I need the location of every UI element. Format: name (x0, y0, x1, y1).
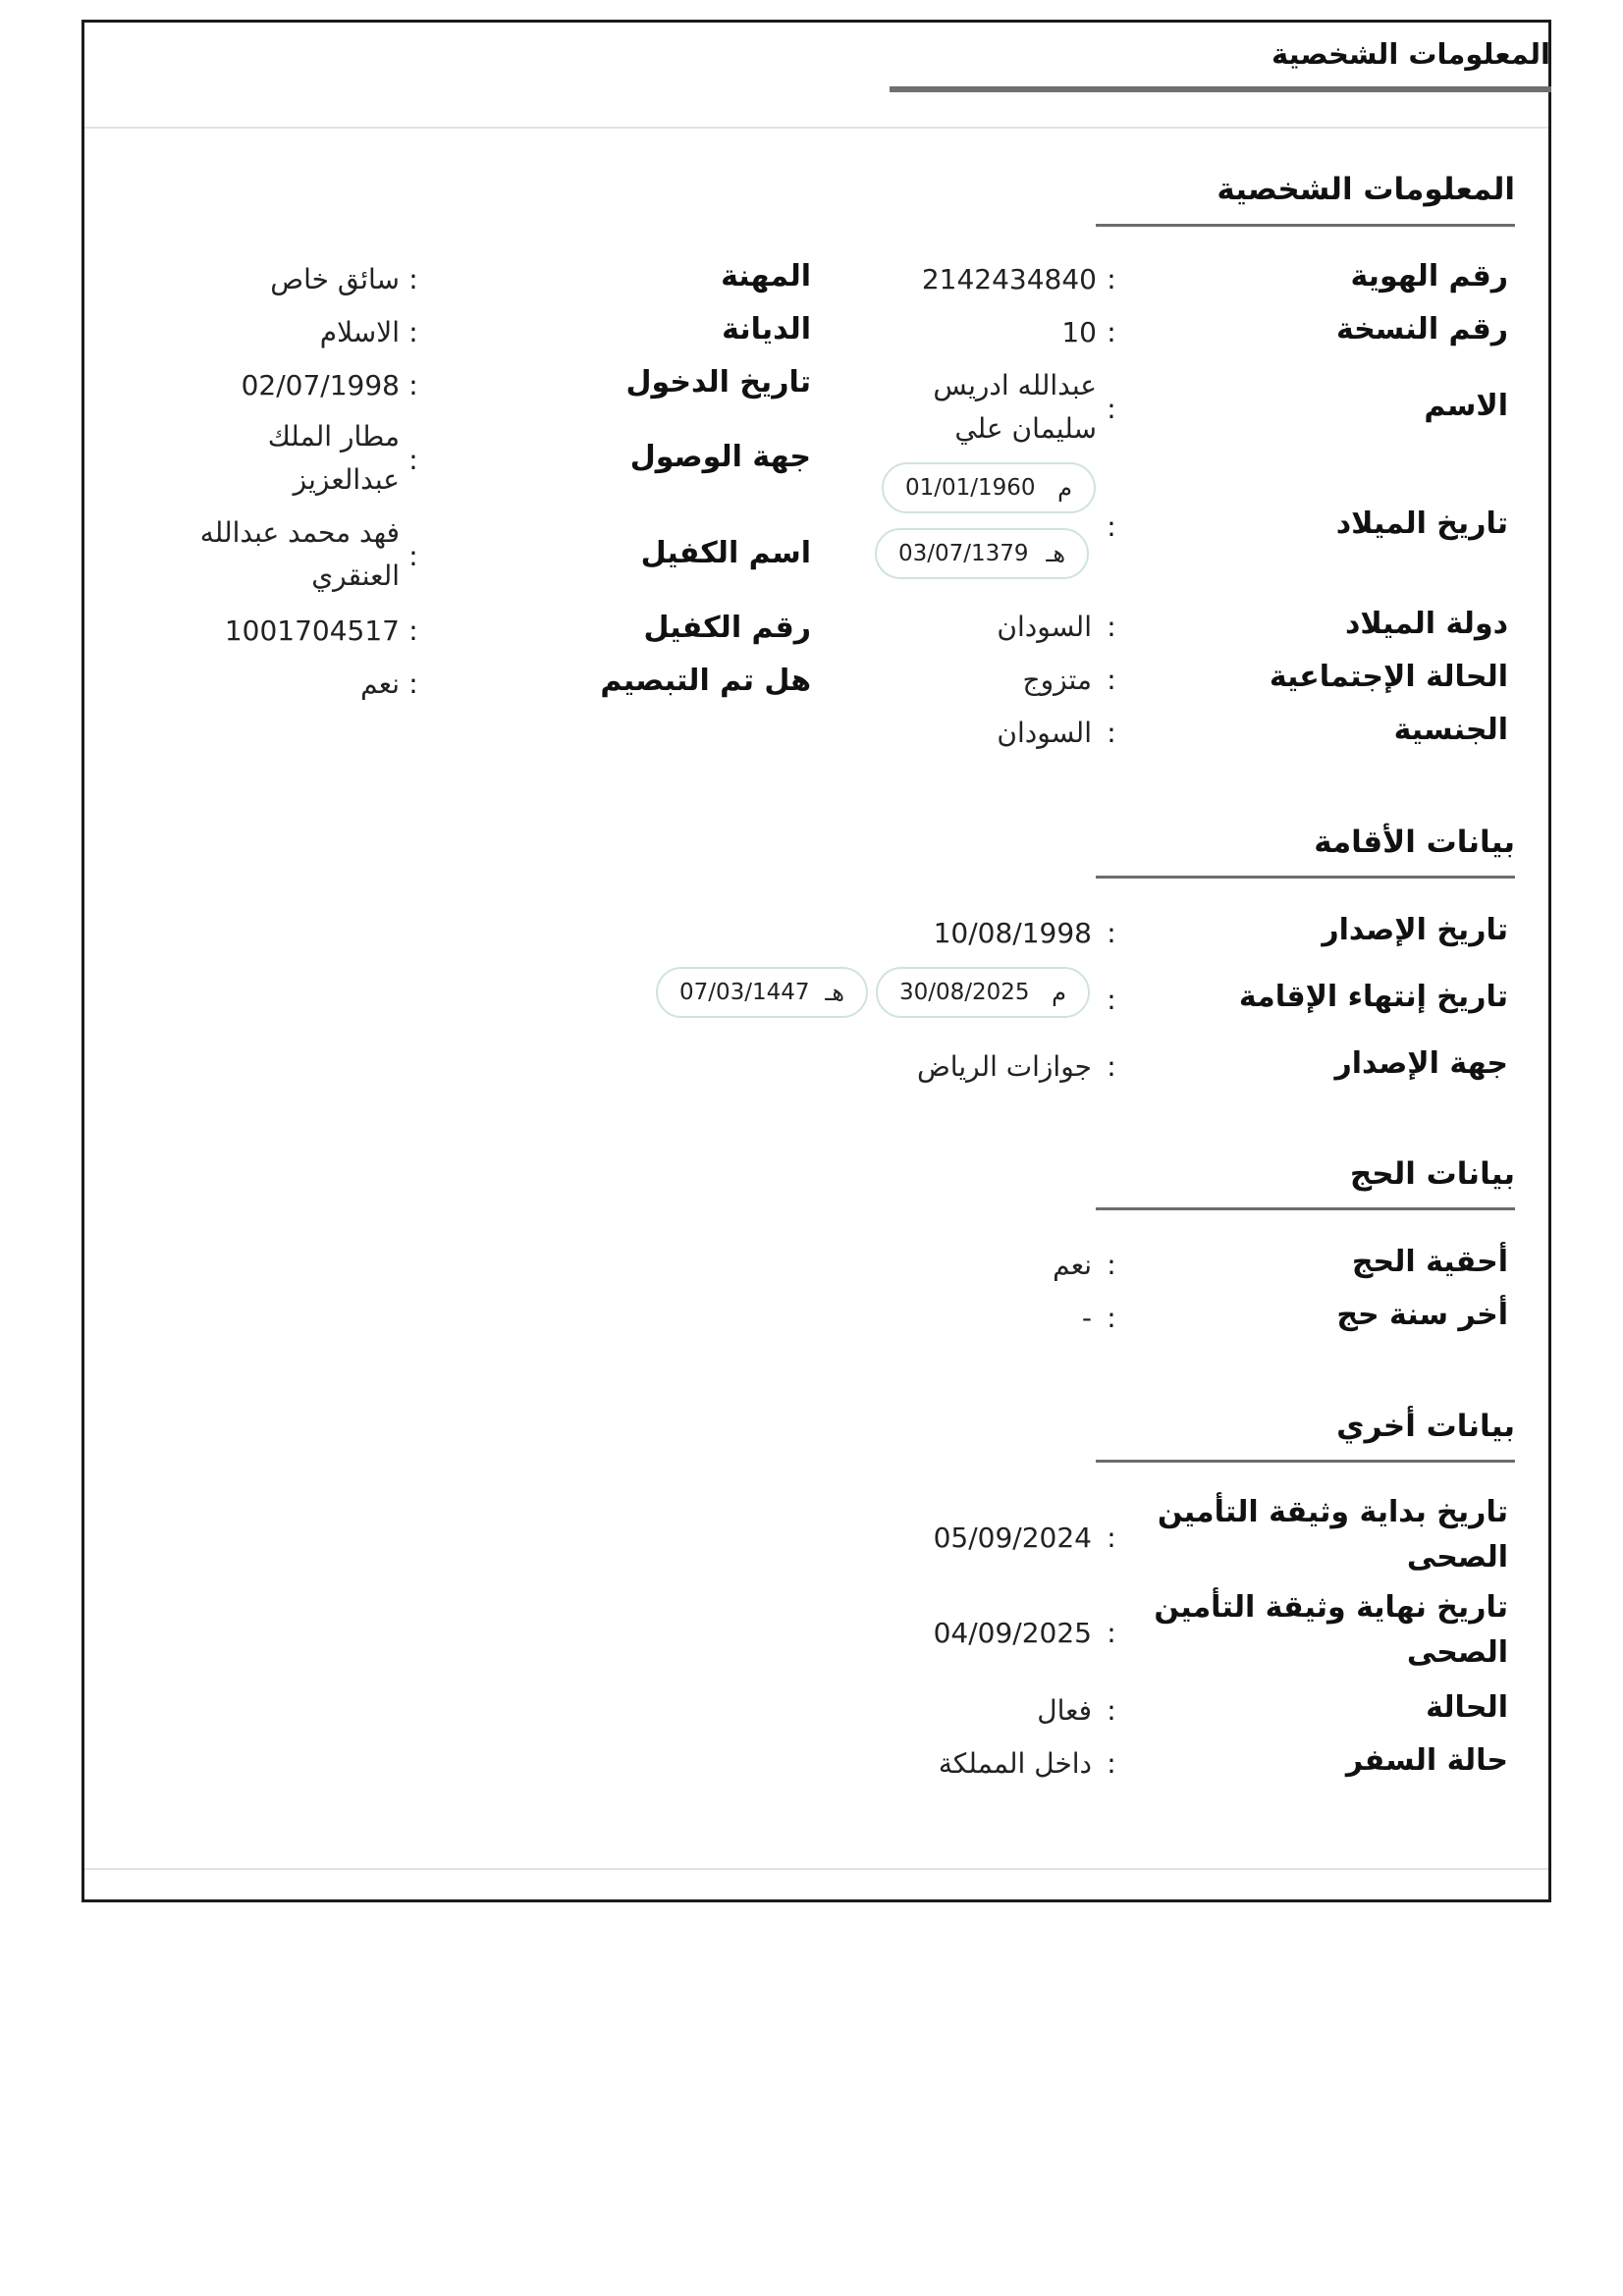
gregorian-unit: م (1052, 979, 1066, 1006)
entry-date-label: تاريخ الدخول (625, 365, 811, 400)
hajj-eligibility-label: أحقية الحج (1351, 1245, 1508, 1279)
marital-label: الحالة الإجتماعية (1269, 660, 1508, 694)
colon: : (408, 540, 418, 572)
name-line2: سليمان علي (954, 412, 1097, 445)
nationality-label: الجنسية (1393, 713, 1508, 747)
colon: : (1107, 717, 1116, 749)
colon: : (1107, 316, 1116, 348)
status-value: فعال (1037, 1694, 1092, 1727)
gregorian-unit: م (1057, 474, 1072, 502)
religion-label: الديانة (722, 312, 811, 347)
hijri-unit: هـ (1046, 540, 1065, 567)
section-rule-hajj (1096, 1207, 1515, 1210)
birth-country-value: السودان (997, 611, 1092, 643)
travel-status-label: حالة السفر (1345, 1743, 1508, 1778)
arrival-label: جهة الوصول (629, 440, 811, 474)
colon: : (1107, 917, 1116, 949)
section-title-hajj: بيانات الحج (1349, 1156, 1515, 1192)
birth-date-hijri: 03/07/1379 (898, 541, 1029, 566)
colon: : (1107, 263, 1116, 295)
colon: : (408, 667, 418, 700)
section-title-personal: المعلومات الشخصية (1217, 172, 1515, 207)
residence-expiry-hijri-pill (656, 967, 868, 1018)
occupation-value: سائق خاص (270, 263, 400, 295)
copy-label: رقم النسخة (1335, 312, 1508, 347)
birth-date-hijri-pill (875, 528, 1089, 579)
insurance-start-label-line2: الصحى (1406, 1540, 1508, 1575)
travel-status-value: داخل المملكة (938, 1747, 1092, 1780)
colon: : (408, 316, 418, 348)
section-title-residence: بيانات الأقامة (1314, 825, 1515, 860)
residence-issue-date-value: 10/08/1998 (933, 917, 1092, 949)
name-line1: عبدالله ادريس (933, 369, 1097, 401)
marital-value: متزوج (1022, 664, 1092, 696)
birth-country-label: دولة الميلاد (1344, 607, 1508, 641)
colon: : (1107, 984, 1116, 1016)
religion-value: الاسلام (319, 316, 400, 348)
colon: : (1107, 1249, 1116, 1281)
nationality-value: السودان (997, 717, 1092, 749)
name-label: الاسم (1424, 389, 1508, 423)
colon: : (408, 263, 418, 295)
colon: : (1107, 1522, 1116, 1554)
insurance-end-label-line1: تاريخ نهاية وثيقة التأمين (1154, 1590, 1508, 1625)
residence-issuer-value: جوازات الرياض (916, 1050, 1092, 1083)
colon: : (1107, 1747, 1116, 1780)
birth-date-gregorian: 01/01/1960 (905, 475, 1036, 501)
hajj-last-year-label: أخر سنة حج (1336, 1298, 1508, 1332)
residence-expiry-label: تاريخ إنتهاء الإقامة (1238, 980, 1508, 1014)
hajj-last-year-value: - (1081, 1302, 1092, 1334)
insurance-start-label-line1: تاريخ بداية وثيقة التأمين (1157, 1495, 1508, 1529)
colon: : (408, 369, 418, 401)
residence-issue-date-label: تاريخ الإصدار (1322, 913, 1508, 947)
birth-date-label: تاريخ الميلاد (1335, 507, 1508, 541)
colon: : (408, 444, 418, 476)
page-title-rule (890, 86, 1551, 92)
colon: : (1107, 510, 1116, 543)
entry-date-value: 02/07/1998 (241, 369, 400, 401)
arrival-line1: مطار الملك (267, 420, 400, 453)
colon: : (1107, 1050, 1116, 1083)
colon: : (1107, 611, 1116, 643)
birth-date-gregorian-pill (882, 462, 1096, 513)
page-title: المعلومات الشخصية (1271, 37, 1550, 71)
header-divider (84, 127, 1548, 129)
section-rule-other (1096, 1460, 1515, 1463)
colon: : (408, 614, 418, 647)
insurance-end-value: 04/09/2025 (933, 1617, 1092, 1649)
residence-expiry-gregorian: 30/08/2025 (899, 980, 1030, 1005)
sponsor-name-label: اسم الكفيل (640, 536, 811, 570)
sponsor-name-line1: فهد محمد عبدالله (199, 516, 400, 549)
sponsor-id-label: رقم الكفيل (643, 611, 811, 645)
colon: : (1107, 393, 1116, 425)
fingerprint-value: نعم (360, 667, 400, 700)
arrival-line2: عبدالعزيز (293, 463, 400, 496)
sponsor-id-value: 1001704517 (224, 614, 400, 647)
id-label: رقم الهوية (1350, 259, 1508, 294)
sponsor-name-line2: العنقري (311, 560, 400, 592)
insurance-start-value: 05/09/2024 (933, 1522, 1092, 1554)
copy-value: 10 (1061, 316, 1097, 348)
section-rule-personal (1096, 224, 1515, 227)
residence-expiry-gregorian-pill (876, 967, 1090, 1018)
insurance-end-label-line2: الصحى (1406, 1635, 1508, 1670)
id-value: 2142434840 (921, 263, 1097, 295)
status-label: الحالة (1426, 1690, 1508, 1725)
hijri-unit: هـ (825, 979, 844, 1006)
colon: : (1107, 1694, 1116, 1727)
colon: : (1107, 1302, 1116, 1334)
colon: : (1107, 664, 1116, 696)
section-rule-residence (1096, 876, 1515, 879)
footer-divider (84, 1868, 1548, 1870)
fingerprint-label: هل تم التبصيم (600, 664, 811, 698)
occupation-label: المهنة (721, 259, 811, 294)
section-title-other: بيانات أخري (1336, 1409, 1515, 1444)
residence-issuer-label: جهة الإصدار (1334, 1046, 1508, 1081)
colon: : (1107, 1617, 1116, 1649)
residence-expiry-hijri: 07/03/1447 (679, 980, 810, 1005)
hajj-eligibility-value: نعم (1053, 1249, 1092, 1281)
